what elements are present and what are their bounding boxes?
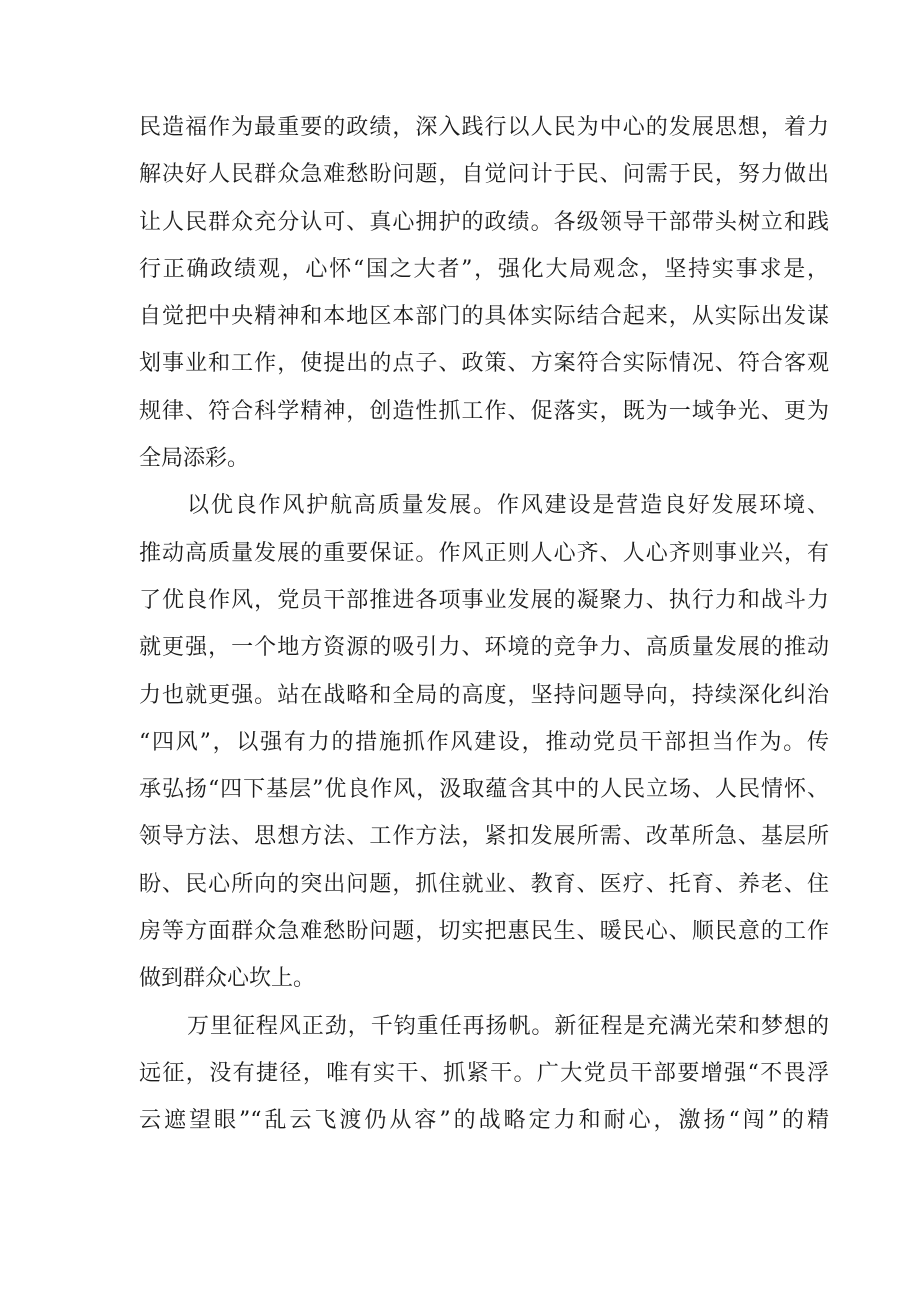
paragraph-3-line-3: 云遮望眼”“乱云飞渡仍从容”的战略定力和耐心，激扬“闯”的精 xyxy=(139,1108,829,1134)
paragraph-2-line-3: 了优良作风，党员干部推进各项事业发展的凝聚力、执行力和战斗力 xyxy=(139,587,829,613)
paragraph-3-line-1: 万里征程风正劲，千钧重任再扬帆。新征程是充满光荣和梦想的 xyxy=(187,1013,829,1039)
paragraph-1-line-4: 行正确政绩观，心怀“国之大者”，强化大局观念，坚持实事求是， xyxy=(139,256,829,282)
paragraph-2-line-2: 推动高质量发展的重要保证。作风正则人心齐、人心齐则事业兴，有 xyxy=(139,540,829,566)
paragraph-3-line-2: 远征，没有捷径，唯有实干、抓紧干。广大党员干部要增强“不畏浮 xyxy=(139,1060,829,1086)
paragraph-2-line-6: “四风”，以强有力的措施抓作风建设，推动党员干部担当作为。传 xyxy=(139,729,829,755)
paragraph-1-line-1: 民造福作为最重要的政绩，深入践行以人民为中心的发展思想，着力 xyxy=(139,115,829,140)
paragraph-1-line-2: 解决好人民群众急难愁盼问题，自觉问计于民、问需于民，努力做出 xyxy=(139,162,829,188)
paragraph-1-line-5: 自觉把中央精神和本地区本部门的具体实际结合起来，从实际出发谋 xyxy=(139,304,829,330)
paragraph-2-line-4: 就更强，一个地方资源的吸引力、环境的竞争力、高质量发展的推动 xyxy=(139,635,829,661)
paragraph-2-line-5: 力也就更强。站在战略和全局的高度，坚持问题导向，持续深化纠治 xyxy=(139,682,829,708)
body-text xyxy=(139,104,829,1145)
paragraph-2-line-7: 承弘扬“四下基层”优良作风，汲取蕴含其中的人民立场、人民情怀、 xyxy=(139,777,829,803)
paragraph-2-line-9: 盼、民心所向的突出问题，抓住就业、教育、医疗、托育、养老、住 xyxy=(139,871,829,897)
paragraph-2-line-1: 以优良作风护航高质量发展。作风建设是营造良好发展环境、 xyxy=(187,493,829,519)
paragraph-2-line-8: 领导方法、思想方法、工作方法，紧扣发展所需、改革所急、基层所 xyxy=(139,824,829,850)
paragraph-1-line-7: 规律、符合科学精神，创造性抓工作、促落实，既为一域争光、更为 xyxy=(139,398,829,424)
paragraph-1-line-3: 让人民群众充分认可、真心拥护的政绩。各级领导干部带头树立和践 xyxy=(139,209,829,235)
paragraph-1-line-6: 划事业和工作，使提出的点子、政策、方案符合实际情况、符合客观 xyxy=(139,351,829,377)
paragraph-2-line-11: 做到群众心坎上。 xyxy=(139,966,316,992)
paragraph-2-line-10: 房等方面群众急难愁盼问题，切实把惠民生、暖民心、顺民意的工作 xyxy=(139,919,829,945)
paragraph-1-line-8: 全局添彩。 xyxy=(139,446,250,472)
